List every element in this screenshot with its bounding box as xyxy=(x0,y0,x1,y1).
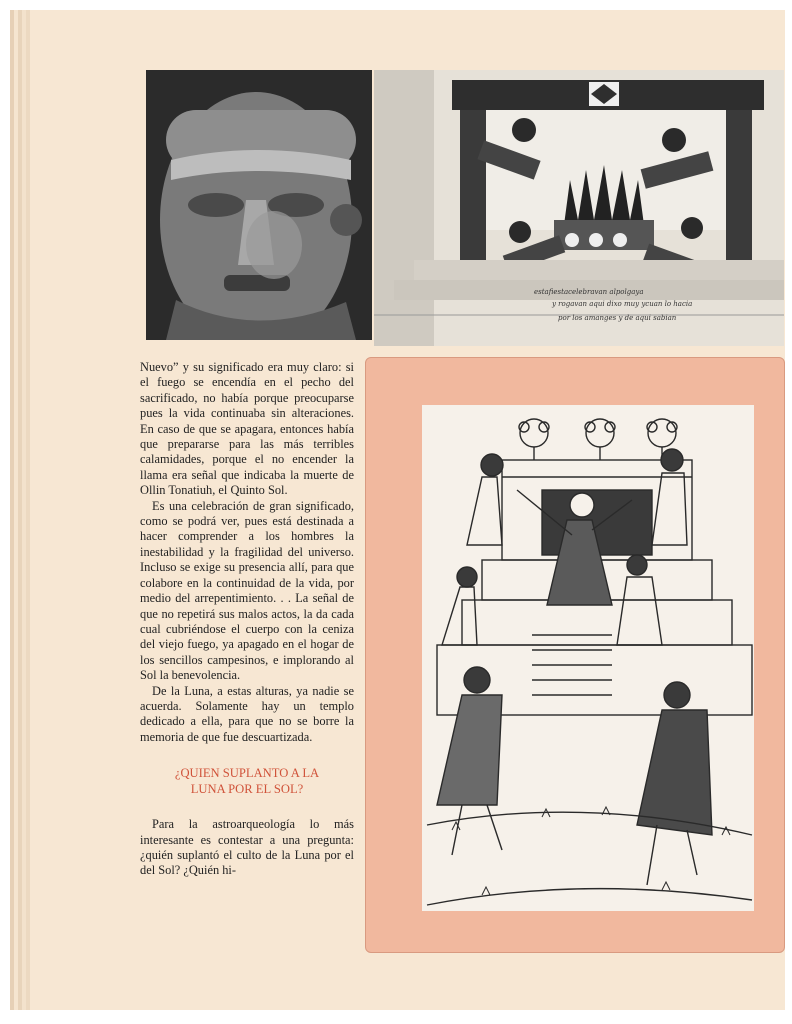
codex-caption-line-2: y rogavan aqui dixo muy ycuan lo hacia xyxy=(552,300,693,308)
codex-caption-line-1: estafiestacelebravan alpolgaya xyxy=(534,288,644,296)
codex-temple-illustration xyxy=(374,70,784,346)
stone-head-photo xyxy=(146,70,372,340)
section-heading-line: LUNA POR EL SOL? xyxy=(190,782,304,797)
article-paragraph: Nuevo” y su significado era muy claro: si el fuego se encendía en el pecho del sacrificado, no había porque preocuparse pues la vida continuaba sin alteraciones. En caso de que se apagara, entonces había que prepararse para las más terribles calamidades, porque el no encender la llama era señal que indicaba la muerte de Ollin Tonatiuh, el Quinto Sol. xyxy=(140,360,354,498)
codex-sacrifice-illustration xyxy=(422,405,754,911)
article-paragraph: De la Luna, a estas alturas, ya nadie se acuerda. Solamente hay un templo dedicado a ella, para que no se borre la memoria de que fue descuartizada. xyxy=(140,683,354,744)
article-paragraph: Es una celebración de gran significado, como se podrá ver, pues está destinada a hacer comprender a los hombres la inestabilidad y la fragilidad del universo. Incluso se exige su presencia allí, para que colabore en la continuidad de la vida, por medio del arrepentimiento. . . La señal de que no repetirá sus malos actos, la da cada cual cubriéndose el cuerpo con la ceniza del viejo fuego, ya apagado en el hogar de los sencillos campesinos, e implorando al Sol la benevolencia. xyxy=(140,498,354,683)
article-paragraph: Para la astroarqueología lo más interesante es contestar a una pregunta: ¿quién suplantó el culto de la Luna por el del Sol? ¿Quién hi- xyxy=(140,817,354,878)
article-text-column xyxy=(140,360,354,879)
section-heading xyxy=(140,765,354,797)
codex-caption-line-3: por los amanges y de aqui sabian xyxy=(558,314,677,322)
section-heading-line: ¿QUIEN SUPLANTO A LA xyxy=(174,766,320,781)
